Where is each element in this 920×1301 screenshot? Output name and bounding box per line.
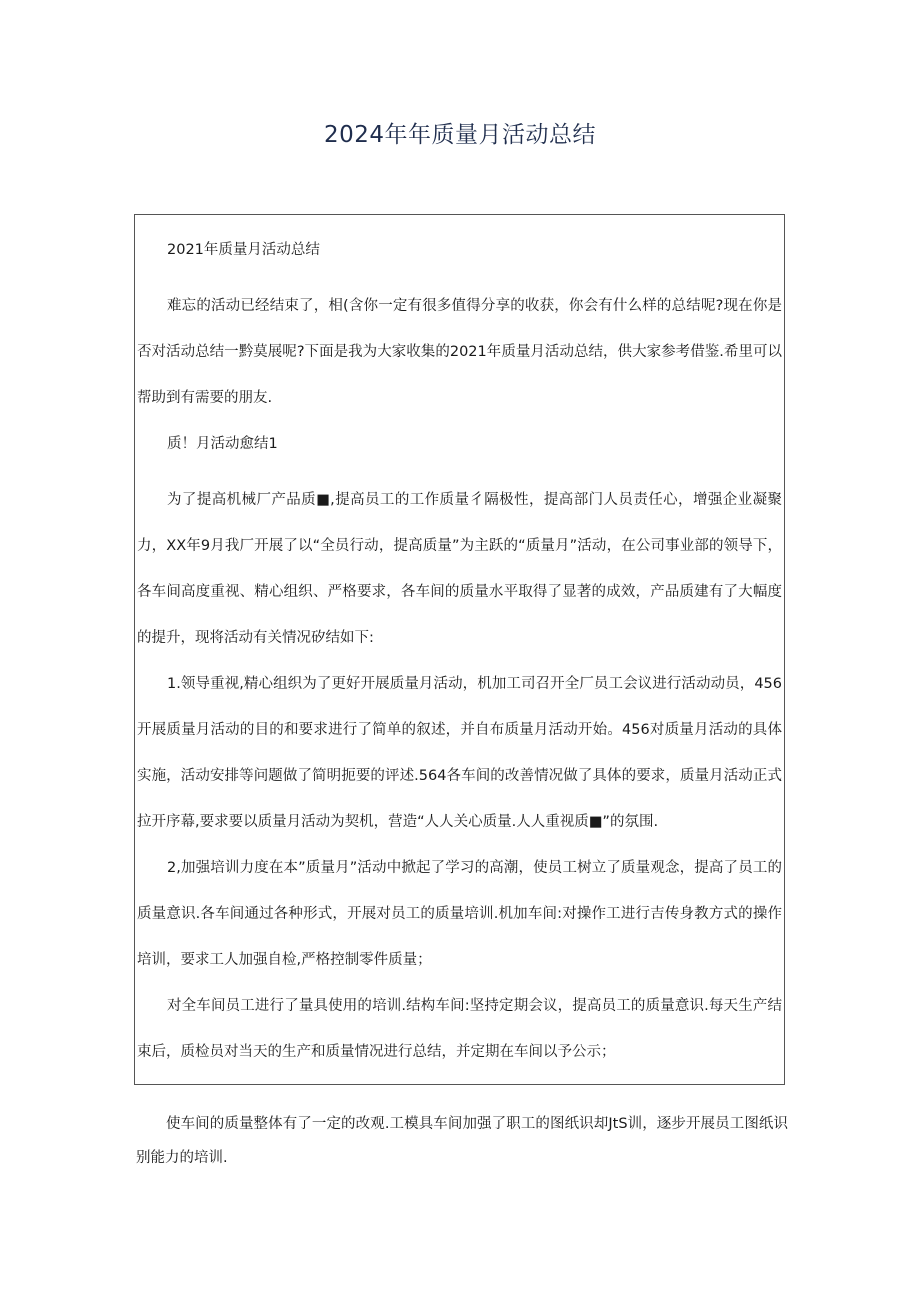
subsection-heading: 质！月活动愈结1 bbox=[167, 436, 278, 452]
body-paragraph: 1.领导重视,精心组织为了更好开展质量月活动，机加工司召开全厂员工会议进行活动动员，456开展质量月活动的目的和要求进行了简单的叙述，并自布质量月活动开始。456对质量月活动的具体实施，活动安排等问题做了简明扼要的评述.564各车间的改善情况做了具体的要求，质量月活动正式拉开序幕,要求要以质量月活动为契机，营造“人人关心质量.人人重视质■”的氛围. bbox=[137, 676, 782, 830]
content-box bbox=[134, 214, 785, 1085]
trailing-paragraph: 使车间的质量整体有了一定的改观.工模具车间加强了职工的图纸识却JtS训，逐步开展员工图纸识别能力的培训. bbox=[136, 1116, 788, 1166]
section-heading: 2021年质量月活动总结 bbox=[167, 242, 320, 258]
body-paragraph: 2,加强培训力度在本”质量月”活动中掀起了学习的高潮，使员工树立了质量观念，提高了员工的质量意识.各车间通过各种形式，开展对员工的质量培训.机加车间:对操作工进行吉传身教方式的操作培训，要求工人加强自检,严格控制零件质量； bbox=[137, 860, 782, 968]
document-title: 2024年年质量月活动总结 bbox=[323, 122, 597, 148]
intro-paragraph: 难忘的活动已经结束了，相(含你一定有很多值得分享的收获，你会有什么样的总结呢?现在你是否对活动总结一黔莫展呢?下面是我为大家收集的2021年质量月活动总结，供大家参考借鉴.希里可以帮助到有需要的朋友. bbox=[137, 298, 782, 406]
body-paragraph: 对全车间员工进行了量具使用的培训.结构车间:坚持定期会议，提高员工的质量意识.每天生产结束后，质检员对当天的生产和质量情况进行总结，并定期在车间以予公示； bbox=[137, 998, 782, 1060]
body-paragraph: 为了提高机械厂产品质■,提高员工的工作质量彳隔极性，提高部门人员责任心，增强企业凝聚力，XX年9月我厂开展了以“全员行动，提高质量”为主跃的“质量月”活动，在公司事业部的领导下，各车间高度重视、精心组织、严格要求，各车间的质量水平取得了显著的成效，产品质建有了大幅度的提升，现将活动有关情况矽结如下: bbox=[137, 492, 782, 646]
